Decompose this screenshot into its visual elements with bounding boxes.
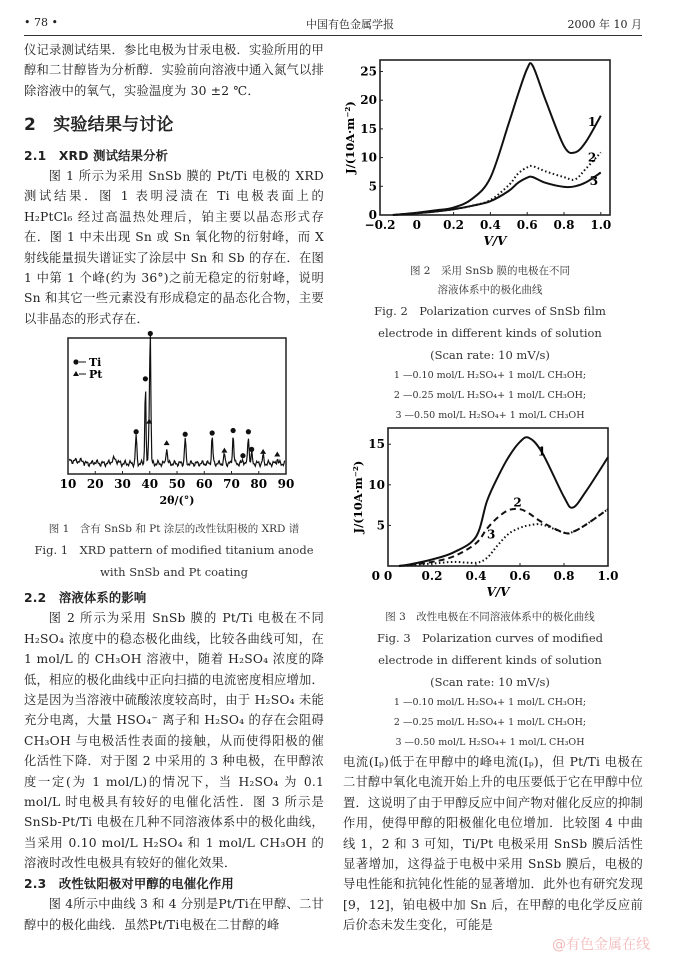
y-tick-label: 10: [368, 477, 385, 492]
x-tick-label: −0.2: [364, 218, 396, 232]
x-tick-label: 80: [250, 477, 268, 491]
subsection-2-2-title: 2.2 溶液体系的影响: [24, 591, 147, 605]
fig2-chart: [340, 48, 620, 248]
fig3-caption: [340, 608, 640, 753]
fig1-caption: [24, 520, 324, 583]
curve-label-1: 1: [587, 115, 597, 130]
right-body: 电流(Iₚ)低于在甲醇中的峰电流(Iₚ)，但 Pt/Ti 电极在二甘醇中氧化电流开始上升的电压要低于它在甲醇中位置．这说明了由于甲醇反应中间产物对催化反应的抑制作用，使得甲醇的阳极催化电位增加．比较图 4 中曲线 1，2 和 3 可知，Ti/Pt 电极采用 SnSb 膜后活性显著增加，这得益于电极中采用 SnSb 膜后，电极的导电性能和抗钝化性能的显著增加．此外也有研究发现[9，12]，铂电极中加 Sn 后，在甲醇的电化学反应前后价态未发生变化，可能是: [343, 755, 643, 933]
watermark: @有色金属在线: [552, 937, 650, 953]
y-tick-label: 15: [360, 121, 377, 136]
ti-peak-marker: [143, 376, 148, 381]
x-tick-label: 1.0: [590, 218, 612, 232]
fig3-legend-1: 1 —0.10 mol/L H₂SO₄+ 1 mol/L CH₃OH;: [393, 697, 587, 708]
y-tick-label: 5: [368, 179, 377, 194]
xrd-chart: [44, 330, 294, 505]
curve-2: [399, 509, 608, 566]
header-rule: [24, 35, 642, 36]
fig1-caption-cn: 图 1 含有 SnSb 和 Pt 涂层的改性钛阳极的 XRD 谱: [48, 523, 300, 535]
fig2-caption-en1: Fig. 2 Polarization curves of SnSb film: [374, 304, 606, 318]
ti-peak-marker: [210, 430, 215, 435]
subsection-2-3-title: 2.3 改性钛阳极对甲醇的电催化作用: [24, 876, 234, 891]
subsection-2-3-body: 图 4所示中曲线 3 和 4 分别是Pt/Ti在甲醇、二甘醇中的极化曲线．虽然Pt/Ti电极在二甘醇的峰: [24, 897, 324, 932]
x-axis-label: 2θ/(°): [159, 494, 195, 507]
fig1-caption-en2: with SnSb and Pt coating: [100, 565, 248, 579]
x-axis-label: V/V: [483, 234, 507, 248]
x-tick-label: 0.8: [553, 218, 575, 232]
x-tick-label: 1.0: [597, 569, 619, 583]
section-title: 2 实验结果与讨论: [24, 115, 174, 136]
fig2-legend-3: 3 —0.50 mol/L H₂SO₄+ 1 mol/L CH₃OH: [395, 410, 585, 421]
plot-frame: [388, 428, 608, 566]
y-tick-label: 0: [368, 208, 377, 222]
curve-3: [393, 173, 601, 215]
x-tick-label: 0.8: [553, 569, 575, 583]
curve-label-1: 1: [537, 444, 546, 459]
subsection-2-2-body: 图 2 所示为采用 SnSb 膜的 Pt/Ti 电极在不同 H₂SO₄ 浓度中的稳态极化曲线，比较各曲线可知，在 1 mol/L 的 CH₃OH 溶液中，随着 H₂SO₄ 浓度的降低，相应的极化曲线中正向扫描的电流密度相应增加．这是因为当溶液中硫酸浓度较高时，由于 H₂SO₄ 未能充分电离，大量 HSO₄⁻ 离子和 H₂SO₄ 的存在会阻碍 CH₃OH 与电极活性表面的接触，从而使得阳极的催化活性下降．对于图 2 中采用的 3 种电极，在甲醇浓度一定(为 1 mol/L)的情况下，当 H₂SO₄ 为 0.1 mol/L 时电极具有较好的电催化活性．图 3 所示是 SnSb-Pt/Ti 电极在几种不同溶液体系中的极化曲线，当采用 0.10 mol/L H₂SO₄ 和 1 mol/L CH₃OH 的溶液时改性电极具有较好的催化效果．: [24, 611, 324, 871]
ti-peak-marker: [246, 429, 251, 434]
x-tick-label: 0: [383, 569, 393, 583]
x-tick-label: 0.2: [443, 218, 465, 232]
y-tick-label: 20: [360, 93, 377, 108]
fig2-legend-1: 1 —0.10 mol/L H₂SO₄+ 1 mol/L CH₃OH;: [393, 370, 587, 381]
fig2-caption-en3: (Scan rate: 10 mV/s): [430, 348, 550, 362]
x-tick-label: 90: [277, 477, 295, 491]
fig3-caption-cn: 图 3 改性电极在不同溶液体系中的极化曲线: [385, 611, 595, 623]
fig3-chart: [340, 422, 630, 599]
x-axis-label: V/V: [486, 585, 510, 599]
running-header: [24, 16, 642, 36]
x-tick-label: 0.6: [509, 569, 531, 583]
fig3-caption-en2: electrode in different kinds of solution: [378, 653, 602, 667]
fig3-legend-3: 3 —0.50 mol/L H₂SO₄+ 1 mol/L CH₃OH: [395, 737, 585, 748]
curve-1: [399, 437, 608, 566]
legend-ti-label: Ti: [89, 356, 102, 369]
ti-peak-marker: [249, 447, 254, 452]
y-tick-label: 5: [376, 518, 385, 533]
fig2-caption-cn2: 溶液体系中的极化曲线: [437, 284, 543, 296]
left-column-bottom: [24, 588, 324, 935]
x-tick-label: 50: [168, 477, 186, 491]
pt-peak-marker: [221, 448, 227, 453]
left-column-top: [24, 40, 324, 329]
subsection-2-1-body: 图 1 所示为采用 SnSb 膜的 Pt/Ti 电极的 XRD 测试结果．图 1 表明浸渍在 Ti 电极表面上的 H₂PtCl₆ 经过高温热处理后，铂主要以晶态形式存在．图 1 中未出现 Sn 或 Sn 氧化物的衍射峰，而 X 射线能量损失谱证实了涂层中 Sn 和 Sb 的存在．在图 1 中第 1 个峰(约为 36°)之前无稳定的衍射峰，说明 Sn 和其它一些元素没有形成稳定的晶态化合物，主要以非晶态的形式存在．: [24, 169, 324, 326]
issue-date: 2000 年 10 月: [567, 18, 642, 31]
ti-peak-marker: [183, 432, 188, 437]
x-tick-label: 40: [141, 477, 159, 491]
fig1-caption-en1: Fig. 1 XRD pattern of modified titanium anode: [34, 543, 314, 557]
x-tick-label: 0.4: [479, 218, 501, 232]
x-tick-label: 30: [114, 477, 131, 491]
intro-paragraph: 仪记录测试结果．参比电极为甘汞电极．实验所用的甲醇和二甘醇皆为分析醇．实验前向溶液中通入氮气以排除溶液中的氧气，实验温度为 30 ±2 ℃．: [24, 43, 324, 98]
curve-label-3: 3: [487, 527, 496, 542]
pt-peak-marker: [260, 449, 266, 454]
x-tick-label: 0.6: [516, 218, 538, 232]
ti-peak-marker: [231, 428, 236, 433]
x-tick-label: 70: [223, 477, 240, 491]
x-tick-label: 20: [86, 477, 104, 491]
fig2-caption-en2: electrode in different kinds of solution: [378, 326, 602, 340]
curve-3: [399, 509, 608, 566]
fig2-caption: [340, 262, 640, 426]
fig3-caption-en3: (Scan rate: 10 mV/s): [430, 675, 550, 689]
fig2-legend-2: 2 —0.25 mol/L H₂SO₄+ 1 mol/L CH₃OH;: [393, 390, 587, 401]
y-axis-label: J/(10A·m⁻²): [351, 460, 365, 534]
ti-peak-marker: [134, 429, 139, 434]
x-tick-label: 60: [195, 477, 213, 491]
y-tick-label: 15: [368, 437, 385, 452]
ti-peak-marker: [148, 331, 153, 336]
y-axis-label: J/(10A·m⁻²): [343, 101, 357, 174]
page-number: • 78 •: [24, 16, 58, 29]
fig2-caption-cn1: 图 2 采用 SnSb 膜的电极在不同: [409, 265, 571, 277]
x-tick-label: 0: [412, 218, 421, 232]
legend-pt-label: Pt: [89, 368, 103, 381]
x-tick-label: 0.4: [465, 569, 487, 583]
curve-label-2: 2: [513, 495, 522, 510]
subsection-2-1-title: 2.1 XRD 测试结果分析: [24, 148, 169, 163]
right-column-bottom: [343, 752, 643, 936]
pt-peak-marker: [274, 451, 280, 456]
fig3-legend-2: 2 —0.25 mol/L H₂SO₄+ 1 mol/L CH₃OH;: [393, 717, 587, 728]
pt-peak-marker: [164, 440, 170, 445]
fig3-caption-en1: Fig. 3 Polarization curves of modified: [377, 631, 603, 645]
plot-frame: [380, 60, 610, 215]
x-tick-label: 0.2: [421, 569, 443, 583]
xrd-trace: [69, 335, 284, 467]
y-tick-label: 10: [360, 150, 377, 165]
curve-label-2: 2: [587, 150, 597, 165]
curve-label-3: 3: [589, 174, 599, 189]
x-tick-label: 10: [59, 477, 77, 491]
legend-ti-marker: [73, 359, 78, 364]
curve-1: [393, 63, 601, 215]
x-origin-label: 0: [371, 569, 380, 583]
ti-peak-marker: [240, 453, 245, 458]
y-tick-label: 25: [360, 64, 377, 79]
legend-pt-marker: [73, 371, 79, 376]
journal-name: 中国有色金属学报: [306, 18, 394, 31]
